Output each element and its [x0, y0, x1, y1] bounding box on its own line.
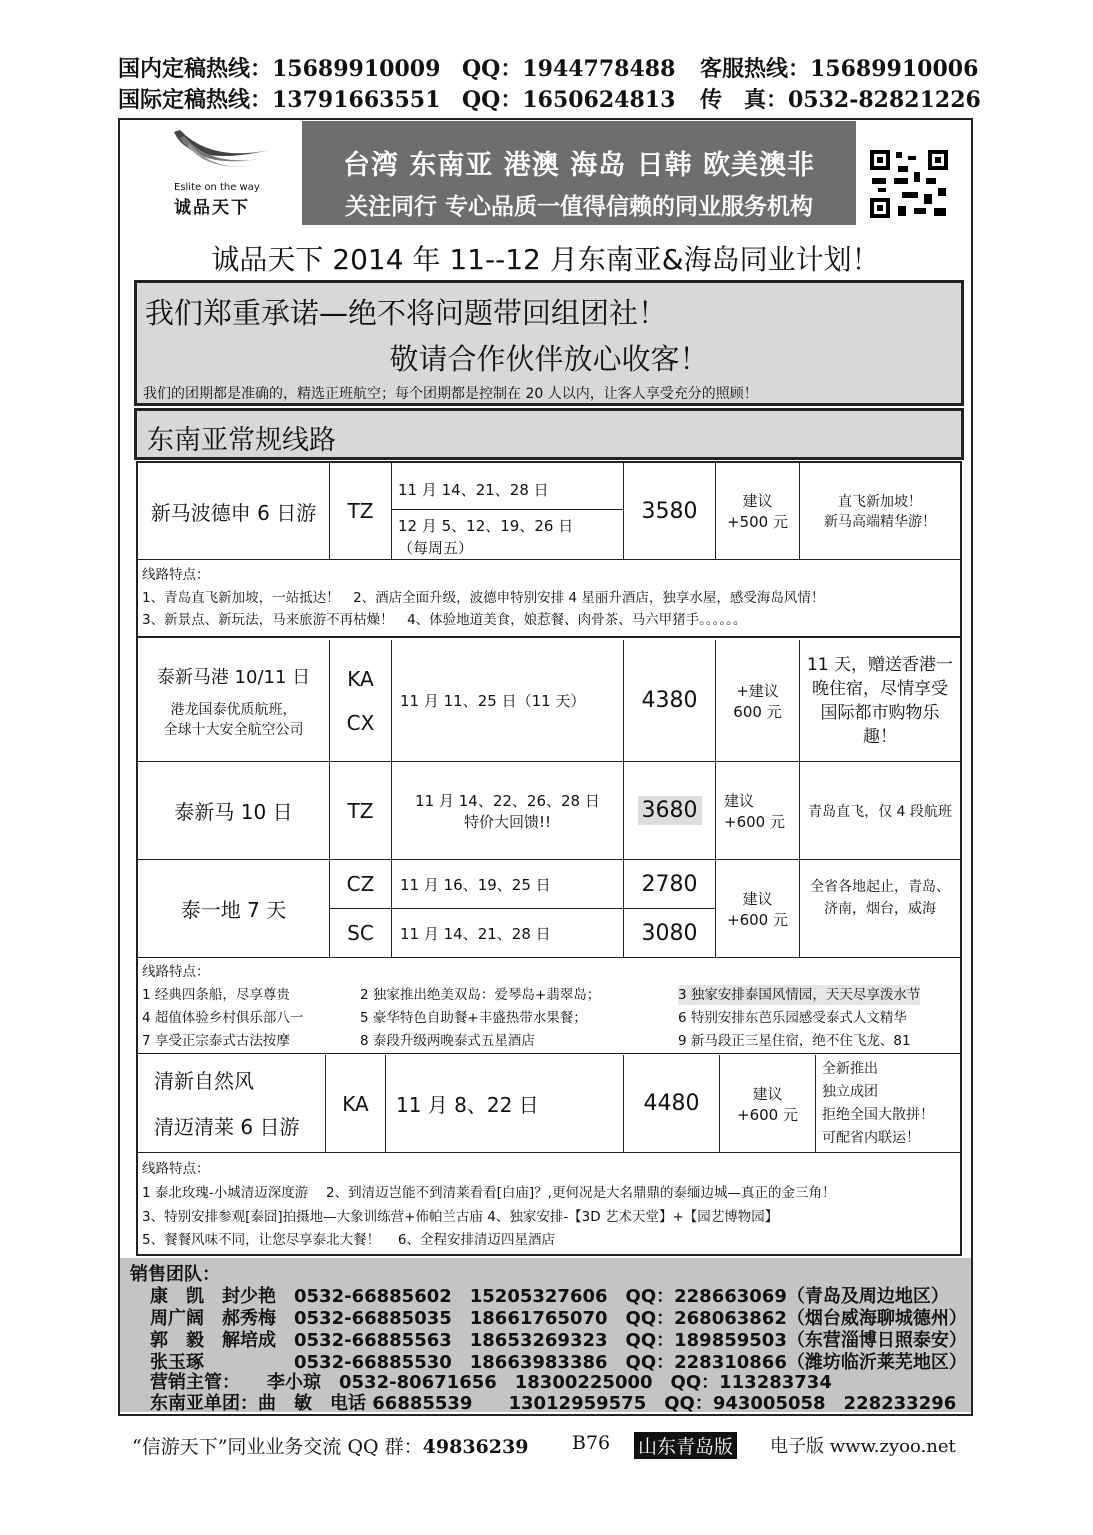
route-3-suggest: [716, 762, 800, 860]
page-title: 诚品天下 2014 年 11--12 月东南亚&海岛同业计划！: [211, 243, 880, 276]
route-3-note: 青岛直飞，仅 4 段航班: [800, 762, 960, 860]
route-1-note-line-1: 直飞新加坡！: [838, 494, 922, 510]
route-3-suggest-label: 建议: [724, 791, 755, 810]
sales-row-3: 郭 毅 解培成 0532-66885563 18653269323 QQ：189859503（东营淄博日照泰安）: [150, 1330, 967, 1351]
route-4-feature-3: 3 独家安排泰国风情园，天天尽享泼水节: [678, 987, 921, 1003]
route-4-feature-5: 5 豪华特色自助餐+丰盛热带水果餐；: [360, 1010, 587, 1026]
route-5-dates: 11 月 8、22 日: [386, 1055, 624, 1153]
route-5-name-line-2: 清迈清莱 6 日游: [154, 1114, 300, 1139]
footer-qq-number: 49836239: [422, 1436, 529, 1458]
route-5-note: [816, 1055, 960, 1153]
intl-qq: QQ：1650624813: [462, 87, 676, 113]
route-2-airline-2: CX: [346, 710, 375, 735]
route-3-special: 特价大回馈!!: [463, 812, 552, 831]
route-2-suggest-label: +建议: [736, 681, 779, 700]
route-4-feature-2: 2 独家推出绝美双岛：爱琴岛+翡翠岛；: [360, 987, 601, 1003]
sales-row-2: 周广阔 郝秀梅 0532-66885035 18661765070 QQ：268063862（烟台威海聊城德州）: [150, 1308, 967, 1329]
route-1-note-line-2: 新马高端精华游！: [824, 514, 936, 530]
footer-website: 电子版 www.zyoo.net: [770, 1436, 956, 1457]
fax: 传 真：0532-82821226: [700, 87, 981, 113]
route-4-price-1: 2780: [624, 860, 716, 909]
route-5-feature-line-1: 1 泰北玫瑰-小城清迈深度游 2、到清迈岂能不到清莱看看[白庙]？,更何况是大名鼎鼎的泰缅边城—真正的金三角！: [142, 1185, 836, 1201]
route-1-suggest-label: 建议: [742, 492, 773, 510]
route-5-price: 4480: [624, 1055, 720, 1153]
pledge-line-2: 敬请合作伙伴放心收客！: [389, 342, 709, 376]
banner-slogan: 关注同行 专心品质一值得信赖的同业服务机构: [344, 194, 813, 220]
route-2-note-line-4: 趣！: [863, 726, 897, 747]
route-4-name: 泰一地 7 天: [138, 860, 330, 958]
route-4-airline-1: CZ: [330, 860, 392, 909]
route-4-feature-8: 8 泰段升级两晚泰式五星酒店: [360, 1033, 535, 1049]
brand-name: 诚品天下: [174, 198, 250, 218]
sales-row-1: 康 凯 封少艳 0532-66885602 15205327606 QQ：228663069（青岛及周边地区）: [150, 1286, 949, 1307]
route-5-note-line-4: 可配省内联运！: [822, 1129, 920, 1146]
route-3-name: 泰新马 10 日: [138, 762, 330, 860]
route-2-suggest: [716, 640, 800, 762]
footer-edition: 山东青岛版: [634, 1432, 737, 1459]
sales-row-6: 东南亚单团：曲 敏 电话 66885539 13012959575 QQ：943005058 228233296: [150, 1393, 957, 1414]
route-1-suggest-amount: +500 元: [727, 513, 788, 531]
route-5-feature-line-3: 5、餐餐风味不同，让您尽享泰北大餐！ 6、全程安排清迈四星酒店: [142, 1232, 555, 1248]
route-1-feature-line-2: 3、新景点、新玩法，马来旅游不再枯燥！ 4、体验地道美食，娘惹餐、肉骨茶、马六甲猪手。。。。。。: [142, 612, 747, 628]
brand-logo: [170, 128, 280, 218]
route-5-note-line-2: 独立成团: [822, 1083, 878, 1100]
route-1-features-heading: 线路特点：: [142, 567, 210, 583]
domestic-qq: QQ：1944778488: [462, 56, 676, 82]
route-1-price: 3580: [624, 463, 716, 560]
pledge-box: [134, 280, 964, 406]
route-4-feature-4: 4 超值体验乡村俱乐部八一: [142, 1010, 304, 1026]
route-2-name-cell: [138, 640, 330, 762]
route-3-date-list: 11 月 14、22、26、28 日: [415, 791, 600, 810]
route-5-suggest: [720, 1055, 816, 1153]
banner-destinations: 台湾 东南亚 港澳 海岛 日韩 欧美澳非: [343, 150, 815, 181]
route-4-price-2: 3080: [624, 909, 716, 958]
route-2-note: [800, 640, 960, 762]
route-2-note-line-1: 11 天，赠送香港一: [806, 654, 954, 675]
pledge-line-3: 我们的团期都是准确的，精选正班航空；每个团期都是控制在 20 人以内，让客人享受充分的照顾！: [143, 386, 758, 402]
sales-heading: 销售团队：: [130, 1264, 220, 1285]
route-4-note-line-1: 全省各地起止，青岛、: [810, 879, 950, 895]
route-2-airline: [330, 640, 392, 762]
route-5-suggest-amount: +600 元: [737, 1105, 798, 1124]
route-1-name: 新马波德申 6 日游: [138, 463, 330, 560]
route-2-suggest-amount: 600 元: [733, 702, 782, 721]
brand-tagline: Eslite on the way: [174, 182, 260, 193]
pledge-line-1: 我们郑重承诺—绝不将问题带回组团社！: [145, 296, 668, 330]
footer-qq-label: “信游天下”同业业务交流 QQ 群：: [132, 1436, 423, 1458]
route-5-airline: KA: [326, 1055, 386, 1153]
sales-team: [120, 1258, 971, 1412]
route-5-note-line-1: 全新推出: [822, 1060, 878, 1077]
route-3-airline: TZ: [330, 762, 392, 860]
wing-icon: [170, 128, 280, 178]
route-4-airline-2: SC: [330, 909, 392, 958]
sales-row-5: 营销主管： 李小琼 0532-80671656 18300225000 QQ：113283734: [150, 1372, 832, 1393]
footer-qq-group: [132, 1432, 528, 1459]
route-1-note: [800, 463, 960, 560]
route-4-feature-6: 6 特别安排东芭乐园感受泰式人文精华: [678, 1010, 907, 1026]
route-4-features-heading: 线路特点：: [142, 964, 210, 980]
qr-code-icon: [868, 148, 950, 220]
route-5-note-line-3: 拒绝全国大散拼！: [822, 1106, 934, 1123]
route-4-feature-1: 1 经典四条船，尽享尊贵: [142, 987, 290, 1003]
route-3-price: 3680: [638, 796, 702, 825]
route-3-price-cell: [624, 762, 716, 860]
route-2-note-line-3: 国际都市购物乐: [820, 702, 940, 723]
route-4-feature-9: 9 新马段正三星住宿，绝不住飞龙、81: [678, 1033, 911, 1049]
route-1-feature-line-1: 1、青岛直飞新加坡，一站抵达！ 2、酒店全面升级，波德申特别安排 4 星丽升酒店，独享水屋，感受海岛风情！: [142, 590, 825, 606]
route-4-suggest-label: 建议: [742, 889, 773, 908]
intl-hotline: 国际定稿热线：13791663551: [118, 87, 441, 113]
route-2-dates: 11 月 11、25 日（11 天）: [392, 640, 624, 762]
section-heading: 东南亚常规线路: [134, 408, 964, 460]
route-1-date-weekly: （每周五）: [398, 539, 474, 557]
route-1-date-nov: 11 月 14、21、28 日: [398, 481, 549, 499]
route-2-airline-1: KA: [347, 666, 374, 691]
route-4-date-2: 11 月 14、21、28 日: [392, 909, 624, 958]
route-4-suggest: [716, 860, 800, 958]
route-5-feature-line-2: 3、特别安排参观[泰囧]拍摄地—大象训练营+佈帕兰古庙 4、独家安排-【3D 艺术天堂】+【园艺博物园】: [142, 1209, 779, 1225]
domestic-hotline: 国内定稿热线：15689910009: [118, 56, 441, 82]
route-2-name: 泰新马港 10/11 日: [156, 666, 311, 688]
route-5-features-heading: 线路特点：: [142, 1161, 210, 1177]
service-hotline: 客服热线：15689910006: [700, 56, 979, 82]
route-4-feature-7: 7 享受正宗泰式古法按摩: [142, 1033, 290, 1049]
route-2-sub-2: 全球十大安全航空公司: [163, 721, 304, 738]
route-2-sub-1: 港龙国泰优质航班，: [170, 701, 297, 718]
sales-row-4: 张玉琢 0532-66885530 18663983386 QQ：228310866（潍坊临沂莱芜地区）: [150, 1352, 967, 1373]
route-4-note: [800, 860, 960, 958]
promo-banner: [302, 121, 856, 225]
route-5-name: [138, 1055, 326, 1153]
route-5-name-line-1: 清新自然风: [154, 1068, 254, 1093]
route-3-suggest-amount: +600 元: [724, 812, 785, 831]
route-4-suggest-amount: +600 元: [727, 910, 788, 929]
route-4-note-line-2: 济南，烟台，威海: [824, 901, 936, 917]
route-5-suggest-label: 建议: [752, 1084, 783, 1103]
footer-page: B76: [572, 1432, 611, 1454]
route-1-airline: TZ: [330, 463, 392, 560]
route-1-date-dec: 12 月 5、12、19、26 日: [398, 517, 574, 535]
route-4-date-1: 11 月 16、19、25 日: [392, 860, 624, 909]
route-1-suggest: [716, 463, 800, 560]
route-2-note-line-2: 晚住宿，尽情享受: [812, 678, 948, 699]
route-2-price: 4380: [624, 640, 716, 762]
route-3-dates: [392, 762, 624, 860]
route-1-dates: [392, 463, 624, 560]
